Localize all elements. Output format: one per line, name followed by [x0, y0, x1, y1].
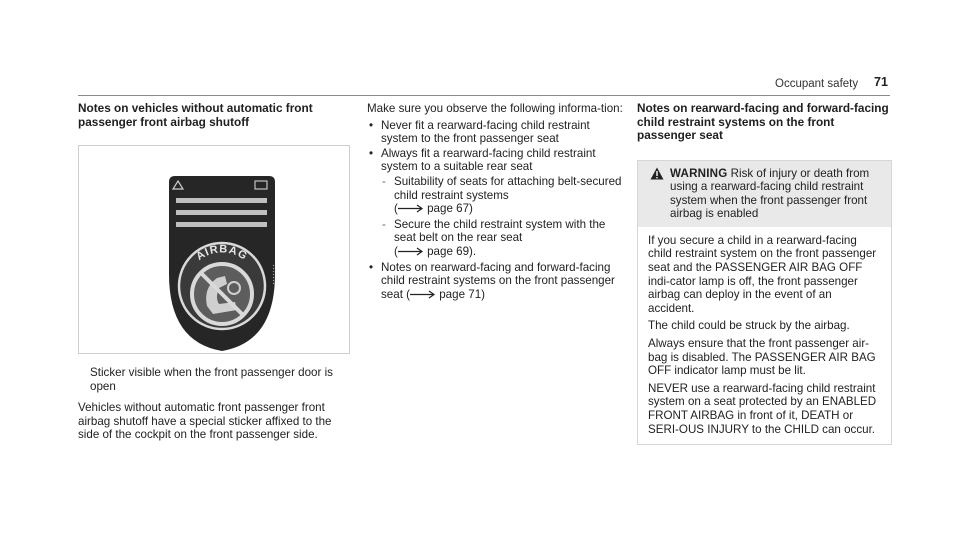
section-title: Occupant safety: [775, 78, 859, 90]
sub-list-item: - Suitability of seats for attaching belt-secured child restraint systems ( page 67): [381, 175, 625, 216]
airbag-badge-text: AIRBAG: [194, 243, 250, 263]
warning-header: [638, 161, 891, 227]
sub-list: [381, 175, 625, 259]
list-item: [367, 147, 625, 259]
airbag-sticker-illustration: [79, 146, 349, 353]
warning-paragraph: NEVER use a rearward-facing child restraint system on a seat protected by an ENABLED FRONT AIRBAG in front of it, DEATH or SERI-OUS INJURY to the CHILD can occur.: [648, 381, 877, 436]
sub-list-item-text: Suitability of seats for attaching belt-secured child restraint systems: [394, 174, 622, 202]
instruction-list: [367, 119, 625, 302]
warning-triangle-icon: [650, 167, 664, 180]
page-reference-arrow-icon: [398, 204, 424, 213]
column-left: [78, 102, 353, 442]
column-right: [637, 102, 890, 445]
warning-label: WARNING: [670, 166, 728, 180]
warning-paragraph: If you secure a child in a rearward-facing child restraint system on the front passenger seat and the PASSENGER AIR BAG OFF indi-cator lamp is off, the front passenger airbag can deploy in the event of an accident.: [648, 233, 877, 315]
warning-body: [638, 227, 891, 444]
header-rule: [78, 95, 890, 96]
section-heading-no-auto-shutoff: Notes on vehicles without automatic front passenger front airbag shutoff: [78, 101, 313, 129]
page-link[interactable]: page 67): [427, 202, 473, 216]
list-item: [367, 119, 625, 146]
page-link[interactable]: page 69).: [427, 244, 477, 258]
figure-caption: Sticker visible when the front passenger door is open: [90, 366, 333, 393]
airbag-sticker-figure: [78, 145, 350, 354]
list-item-text: Always fit a rearward-facing child restraint system to a suitable rear seat: [381, 146, 596, 174]
warning-box: [637, 160, 892, 446]
sticker-text-line: [176, 210, 267, 215]
body-paragraph: Vehicles without automatic front passenger front airbag shutoff have a special sticker affixed to the side of the cockpit on the front passenger side.: [78, 401, 332, 442]
list-item-text: Notes on rearward-facing and forward-facing child restraint systems on the front passenger seat (: [381, 260, 615, 301]
sticker-text-line: [176, 222, 267, 227]
page-link[interactable]: page 71): [439, 287, 486, 301]
page-reference-arrow-icon: [398, 247, 424, 256]
warning-paragraph: Always ensure that the front passenger air-bag is disabled. The PASSENGER AIR BAG OFF indicator lamp must be lit.: [648, 337, 876, 378]
column-middle: [367, 102, 625, 302]
sub-list-item: - Secure the child restraint system with the seat belt on the rear seat ( page 69).: [381, 218, 625, 259]
warning-paragraph: The child could be struck by the airbag.: [648, 319, 850, 333]
page-number: 71: [874, 75, 888, 89]
section-heading-rearward-facing: Notes on rearward-facing and forward-facing child restraint systems on the front passenger seat: [637, 101, 889, 142]
sub-list-item-text: Secure the child restraint system with the seat belt on the rear seat: [394, 217, 606, 245]
intro-text: Make sure you observe the following informa-tion:: [367, 102, 623, 115]
svg-text:▪▪▪▪▪▪▪: ▪▪▪▪▪▪▪: [270, 264, 276, 286]
sticker-text-line: [176, 198, 267, 203]
page-reference-arrow-icon: [410, 290, 436, 299]
list-item-text: Never fit a rearward-facing child restraint system to the front passenger seat: [381, 118, 590, 146]
list-item: [367, 261, 625, 302]
warning-title: Risk of injury or death from using a rearward-facing child restraint system when the front passenger front airbag is enabled: [670, 166, 870, 221]
